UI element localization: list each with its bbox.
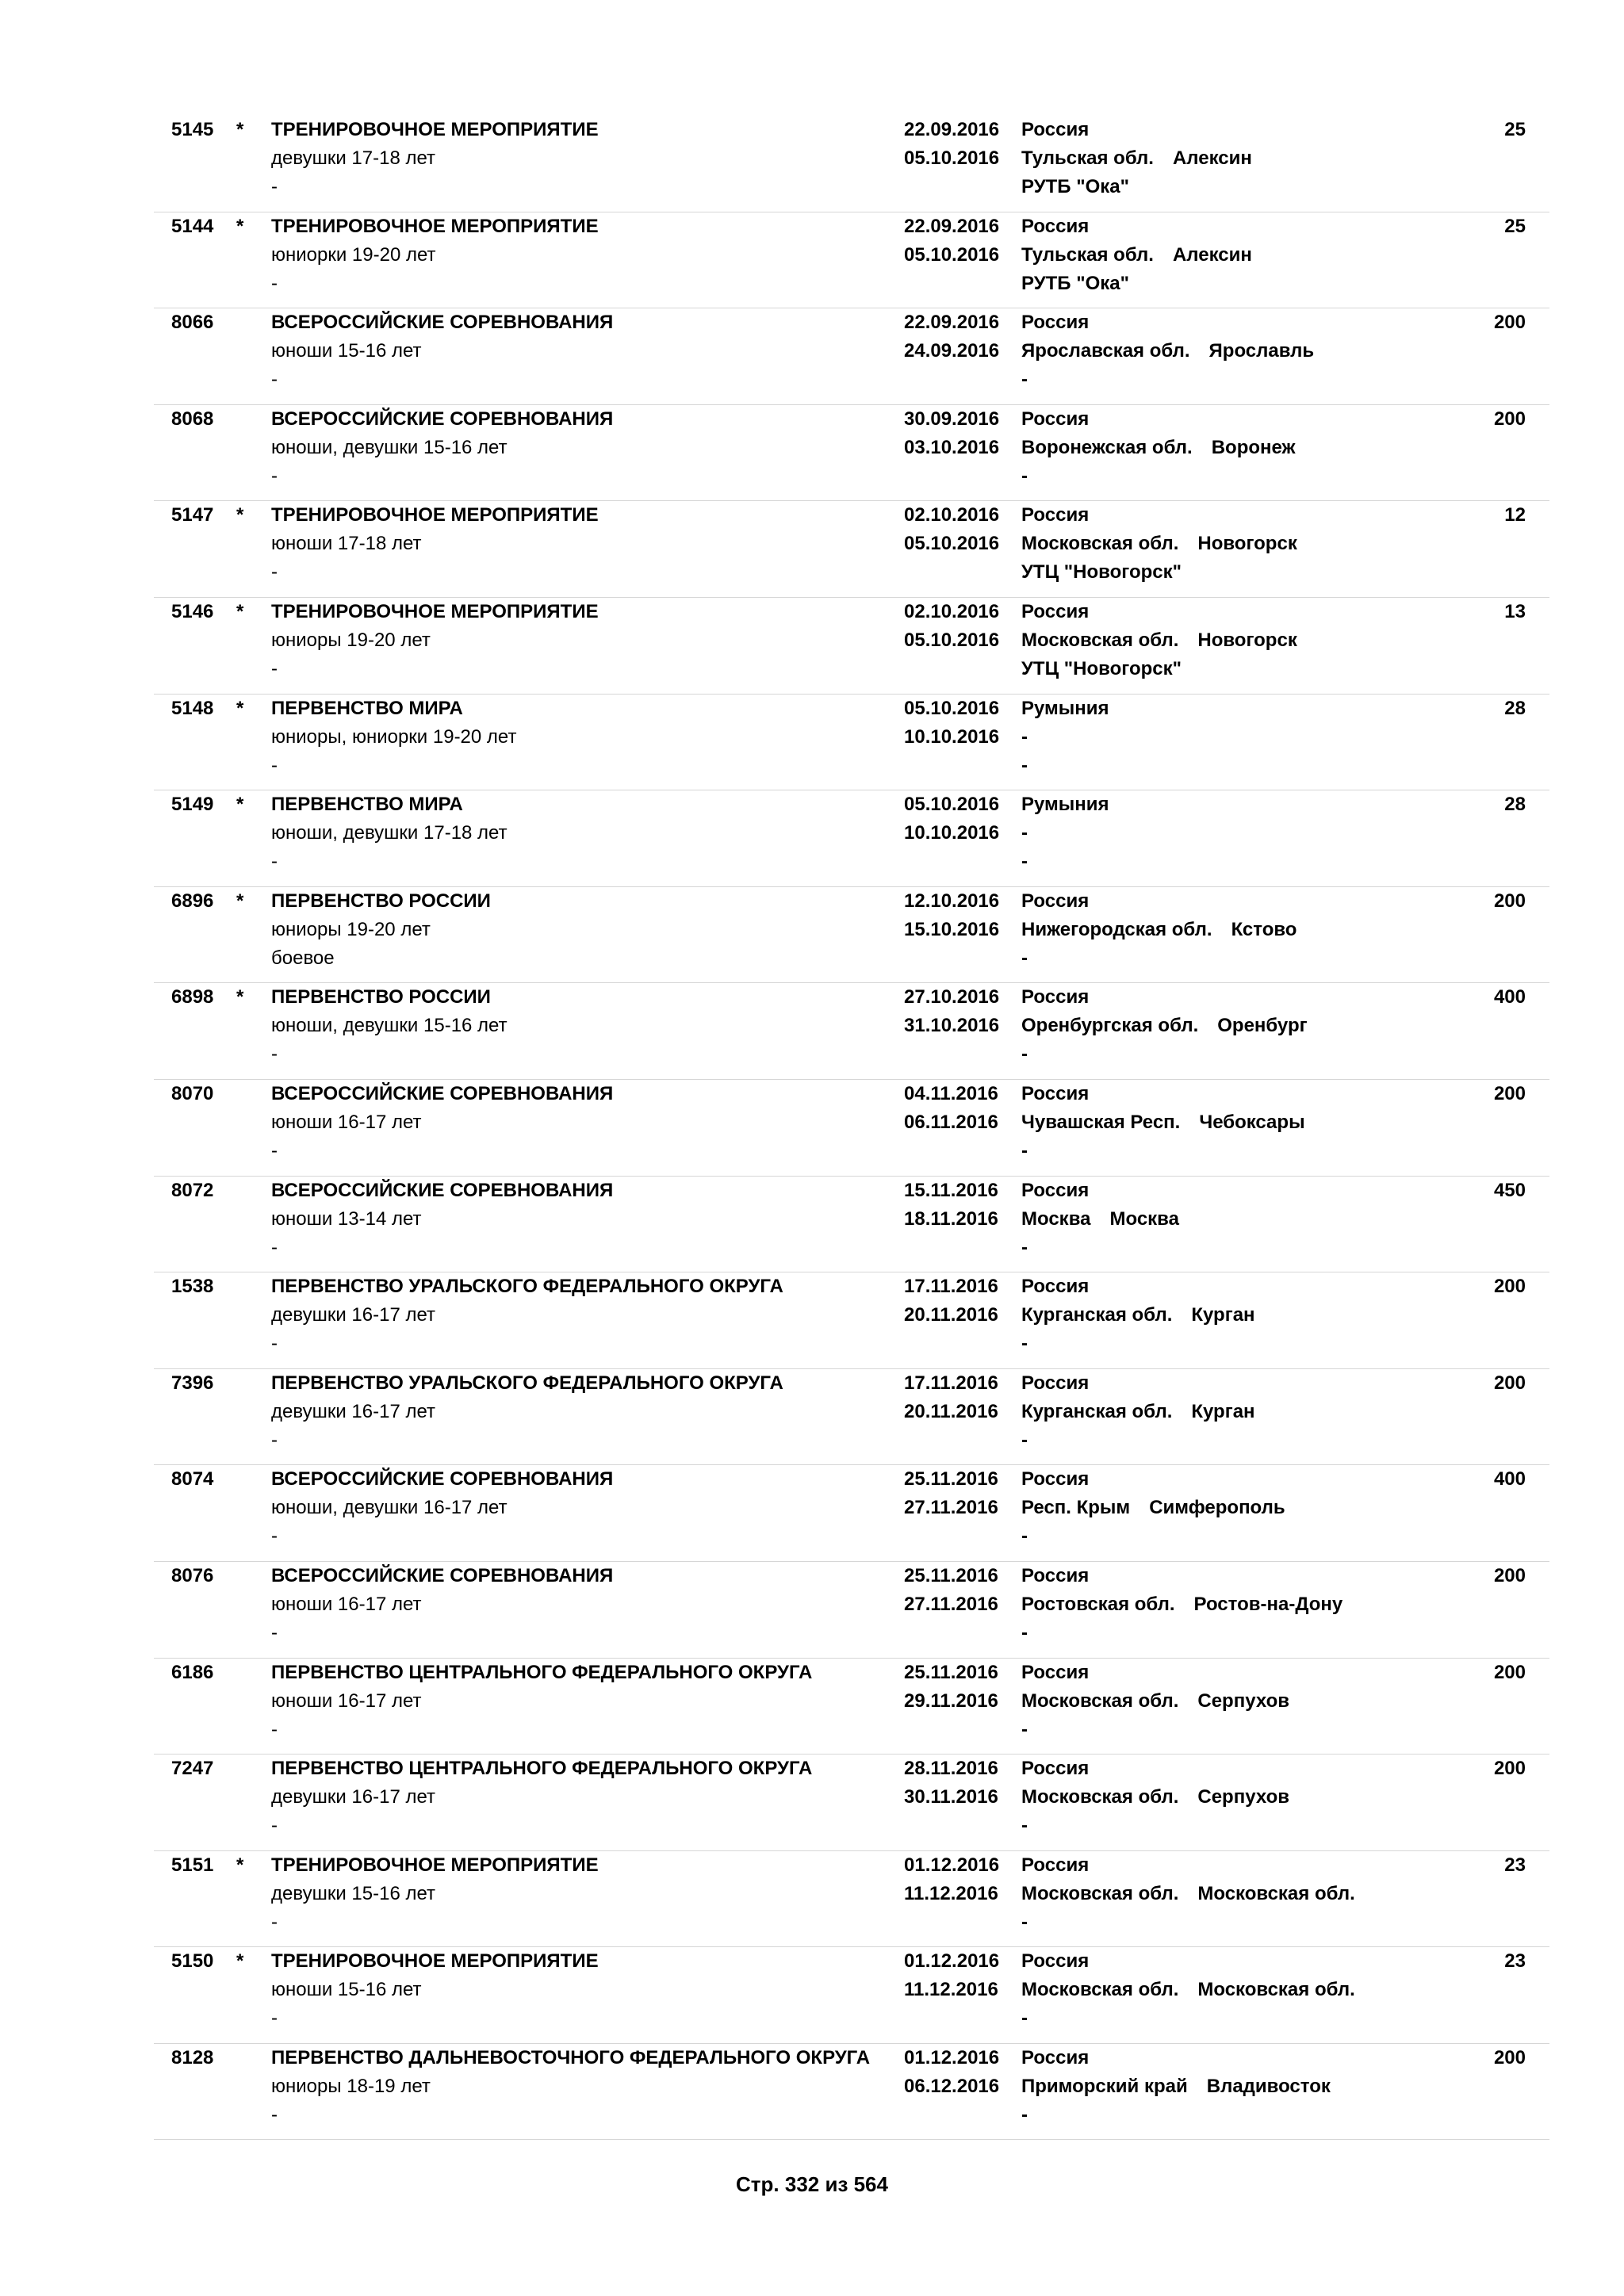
event-group: юниоры 19-20 лет [271,918,431,940]
star-marker: * [236,1950,244,1973]
date-start: 22.09.2016 [904,215,1000,237]
list-item [154,887,1549,984]
location [1021,1301,1255,1330]
country: Россия [1021,2046,1090,2068]
participant-count: 12 [1504,504,1526,526]
date-end: 05.10.2016 [904,243,1000,266]
list-item [154,1947,1549,2044]
country: Россия [1021,1950,1090,1973]
region: Московская обл. [1021,533,1179,555]
venue: - [1021,1621,1028,1644]
country: Россия [1021,1854,1090,1876]
location [1021,1012,1308,1040]
venue: УТЦ "Новогорск" [1021,657,1182,679]
event-title: ПЕРВЕНСТВО ДАЛЬНЕВОСТОЧНОГО ФЕДЕРАЛЬНОГО ОКРУГА [271,2046,871,2068]
list-item [154,405,1549,502]
event-group: юноши 16-17 лет [271,1111,422,1133]
event-note: - [271,272,278,294]
country: Россия [1021,986,1090,1008]
location [1021,819,1047,848]
country: Россия [1021,408,1090,430]
region: Оренбургская обл. [1021,1015,1199,1037]
region: Ярославская обл. [1021,340,1190,362]
event-note: - [271,1525,278,1548]
location [1021,434,1296,462]
event-title: ТРЕНИРОВОЧНОЕ МЕРОПРИЯТИЕ [271,600,599,622]
region: Московская обл. [1021,1882,1179,1904]
event-group: юноши 15-16 лет [271,340,422,362]
location [1021,916,1297,944]
event-title: ВСЕРОССИЙСКИЕ СОРЕВНОВАНИЯ [271,408,614,430]
country: Россия [1021,1564,1090,1586]
star-marker: * [236,697,244,719]
list-item [154,983,1549,1080]
event-title: ВСЕРОССИЙСКИЕ СОРЕВНОВАНИЯ [271,312,614,334]
city: Кстово [1231,918,1297,940]
list-item [154,790,1549,887]
event-note: - [271,1429,278,1451]
event-group: юноши, девушки 15-16 лет [271,1015,508,1037]
star-marker: * [236,794,244,816]
event-group: девушки 15-16 лет [271,1882,435,1904]
participant-count: 25 [1504,119,1526,140]
region: Московская обл. [1021,1689,1179,1712]
event-note: - [271,369,278,391]
event-note: - [271,1139,278,1161]
event-group: юноши, девушки 16-17 лет [271,1497,508,1519]
event-group: юноши 13-14 лет [271,1207,422,1230]
page-number: Стр. 332 из 564 [736,2172,888,2196]
region: Приморский край [1021,2075,1188,2097]
event-title: ВСЕРОССИЙСКИЕ СОРЕВНОВАНИЯ [271,1564,614,1586]
event-id: 8074 [171,1468,214,1490]
event-id: 8068 [171,408,214,430]
participant-count: 200 [1493,1276,1526,1298]
region: Московская обл. [1021,1979,1179,2001]
country: Россия [1021,1468,1090,1490]
region: Тульская обл. [1021,147,1154,169]
date-start: 05.10.2016 [904,697,1000,719]
region: Респ. Крым [1021,1497,1131,1519]
event-id: 8072 [171,1179,214,1201]
list-item [154,598,1549,695]
venue: - [1021,2007,1028,2030]
date-start: 22.09.2016 [904,312,1000,334]
event-group: юниоры, юниорки 19-20 лет [271,725,517,748]
location [1021,626,1297,655]
date-start: 28.11.2016 [904,1758,998,1780]
event-group: юноши 17-18 лет [271,533,422,555]
city: Новогорск [1197,533,1297,555]
event-title: ВСЕРОССИЙСКИЕ СОРЕВНОВАНИЯ [271,1179,614,1201]
event-id: 5144 [171,215,214,237]
event-title: ТРЕНИРОВОЧНОЕ МЕРОПРИЯТИЕ [271,215,599,237]
location [1021,1494,1285,1522]
participant-count: 200 [1493,312,1526,334]
date-end: 06.11.2016 [904,1111,998,1133]
event-title: ПЕРВЕНСТВО ЦЕНТРАЛЬНОГО ФЕДЕРАЛЬНОГО ОКРУГА [271,1758,813,1780]
event-note: - [271,657,278,679]
event-group: юноши, девушки 15-16 лет [271,436,508,458]
participant-count: 200 [1493,1758,1526,1780]
event-group: юниоры 19-20 лет [271,629,431,651]
event-id: 6898 [171,986,214,1008]
participant-count: 450 [1493,1179,1526,1201]
list-item [154,212,1549,309]
region: Воронежская обл. [1021,436,1193,458]
event-note: - [271,851,278,873]
event-id: 5151 [171,1854,214,1876]
date-start: 02.10.2016 [904,504,1000,526]
country: Россия [1021,1082,1090,1104]
venue: РУТБ "Ока" [1021,176,1129,197]
date-start: 25.11.2016 [904,1661,998,1683]
event-title: ПЕРВЕНСТВО МИРА [271,697,463,719]
date-start: 17.11.2016 [904,1372,998,1394]
date-end: 31.10.2016 [904,1015,1000,1037]
country: Россия [1021,1758,1090,1780]
event-id: 7247 [171,1758,214,1780]
event-note: - [271,561,278,584]
event-group: юноши 15-16 лет [271,1979,422,2001]
region: Москва [1021,1207,1091,1230]
country: Россия [1021,890,1090,912]
date-end: 20.11.2016 [904,1304,998,1326]
event-note: - [271,2103,278,2126]
venue: УТЦ "Новогорск" [1021,561,1182,584]
location [1021,1880,1355,1908]
city: Чебоксары [1199,1111,1305,1133]
event-title: ТРЕНИРОВОЧНОЕ МЕРОПРИЯТИЕ [271,119,599,140]
location [1021,1108,1305,1137]
city: Воронеж [1211,436,1296,458]
participant-count: 13 [1504,600,1526,622]
event-title: ВСЕРОССИЙСКИЕ СОРЕВНОВАНИЯ [271,1468,614,1490]
city: Серпухов [1197,1689,1290,1712]
venue: - [1021,1236,1028,1258]
date-start: 15.11.2016 [904,1179,998,1201]
location [1021,1205,1179,1234]
event-title: ПЕРВЕНСТВО УРАЛЬСКОГО ФЕДЕРАЛЬНОГО ОКРУГА [271,1372,783,1394]
country: Россия [1021,119,1090,140]
date-start: 01.12.2016 [904,1854,1000,1876]
country: Россия [1021,1372,1090,1394]
country: Россия [1021,1276,1090,1298]
list-item [154,501,1549,598]
event-note: - [271,1333,278,1355]
event-note: - [271,2007,278,2030]
city: Московская обл. [1197,1882,1355,1904]
event-title: ПЕРВЕНСТВО МИРА [271,794,463,816]
list-item [154,1080,1549,1177]
date-end: 20.11.2016 [904,1400,998,1422]
participant-count: 23 [1504,1950,1526,1973]
region: Курганская обл. [1021,1304,1173,1326]
country: Россия [1021,1661,1090,1683]
participant-count: 25 [1504,215,1526,237]
event-group: юноши 16-17 лет [271,1689,422,1712]
event-note: - [271,1815,278,1837]
star-marker: * [236,890,244,912]
event-id: 5147 [171,504,214,526]
event-id: 6186 [171,1661,214,1683]
location [1021,1976,1355,2004]
city: Ярославль [1208,340,1315,362]
list-item [154,1177,1549,1273]
events-list [0,116,1624,2140]
country: Россия [1021,504,1090,526]
city: Оренбург [1217,1015,1308,1037]
date-end: 05.10.2016 [904,629,1000,651]
participant-count: 200 [1493,890,1526,912]
region: Нижегородская обл. [1021,918,1212,940]
location [1021,723,1047,752]
list-item [154,116,1549,212]
event-title: ПЕРВЕНСТВО РОССИИ [271,890,491,912]
date-end: 27.11.2016 [904,1593,998,1615]
star-marker: * [236,215,244,237]
participant-count: 28 [1504,794,1526,816]
location [1021,1398,1255,1426]
event-note: - [271,754,278,776]
event-id: 5150 [171,1950,214,1973]
country: Румыния [1021,794,1109,816]
venue: - [1021,947,1028,969]
venue: - [1021,754,1028,776]
venue: - [1021,2103,1028,2126]
venue: - [1021,1911,1028,1933]
participant-count: 200 [1493,1564,1526,1586]
event-id: 8066 [171,312,214,334]
date-end: 30.11.2016 [904,1786,998,1808]
list-item [154,695,1549,791]
event-id: 5149 [171,794,214,816]
event-title: ТРЕНИРОВОЧНОЕ МЕРОПРИЯТИЕ [271,504,599,526]
location [1021,2072,1331,2101]
event-id: 5148 [171,697,214,719]
event-group: юниорки 19-20 лет [271,243,436,266]
region: - [1021,725,1028,748]
event-group: девушки 16-17 лет [271,1304,435,1326]
participant-count: 400 [1493,986,1526,1008]
city: Московская обл. [1197,1979,1355,2001]
event-title: ТРЕНИРОВОЧНОЕ МЕРОПРИЯТИЕ [271,1854,599,1876]
participant-count: 200 [1493,1372,1526,1394]
list-item [154,1659,1549,1755]
participant-count: 23 [1504,1854,1526,1876]
date-end: 10.10.2016 [904,725,1000,748]
location [1021,144,1252,173]
city: Курган [1191,1304,1255,1326]
location [1021,1687,1289,1716]
event-group: юниоры 18-19 лет [271,2075,431,2097]
city: Алексин [1172,243,1252,266]
event-note: - [271,1911,278,1933]
region: Тульская обл. [1021,243,1154,266]
participant-count: 400 [1493,1468,1526,1490]
event-note: - [271,1621,278,1644]
venue: - [1021,1043,1028,1066]
list-item [154,1272,1549,1369]
participant-count: 200 [1493,408,1526,430]
event-id: 5146 [171,600,214,622]
country: Румыния [1021,697,1109,719]
venue: - [1021,1525,1028,1548]
date-end: 03.10.2016 [904,436,1000,458]
location [1021,1783,1289,1812]
event-group: юноши, девушки 17-18 лет [271,822,508,844]
date-start: 02.10.2016 [904,600,1000,622]
venue: - [1021,369,1028,391]
event-title: ВСЕРОССИЙСКИЕ СОРЕВНОВАНИЯ [271,1082,614,1104]
date-start: 04.11.2016 [904,1082,998,1104]
event-title: ПЕРВЕНСТВО ЦЕНТРАЛЬНОГО ФЕДЕРАЛЬНОГО ОКРУГА [271,1661,813,1683]
list-item [154,1465,1549,1562]
region: Ростовская обл. [1021,1593,1175,1615]
date-start: 30.09.2016 [904,408,1000,430]
venue: - [1021,1429,1028,1451]
event-group: девушки 16-17 лет [271,1400,435,1422]
date-start: 05.10.2016 [904,794,1000,816]
event-id: 7396 [171,1372,214,1394]
venue: - [1021,851,1028,873]
list-item [154,1755,1549,1851]
star-marker: * [236,986,244,1008]
region: Московская обл. [1021,629,1179,651]
star-marker: * [236,504,244,526]
venue: - [1021,1815,1028,1837]
region: Курганская обл. [1021,1400,1173,1422]
venue: - [1021,1333,1028,1355]
list-item [154,1369,1549,1466]
venue: - [1021,465,1028,487]
city: Симферополь [1149,1497,1285,1519]
location [1021,1590,1342,1619]
location [1021,241,1252,270]
date-start: 01.12.2016 [904,2046,1000,2068]
location [1021,530,1297,558]
date-start: 27.10.2016 [904,986,1000,1008]
list-item [154,308,1549,405]
country: Россия [1021,215,1090,237]
event-id: 8128 [171,2046,214,2068]
event-group: девушки 17-18 лет [271,147,435,169]
event-id: 8076 [171,1564,214,1586]
date-start: 25.11.2016 [904,1564,998,1586]
event-note: - [271,1236,278,1258]
date-end: 05.10.2016 [904,533,1000,555]
participant-count: 28 [1504,697,1526,719]
city: Серпухов [1197,1786,1290,1808]
date-end: 18.11.2016 [904,1207,998,1230]
date-end: 10.10.2016 [904,822,1000,844]
participant-count: 200 [1493,1661,1526,1683]
city: Ростов-на-Дону [1193,1593,1343,1615]
region: - [1021,822,1028,844]
date-end: 29.11.2016 [904,1689,998,1712]
venue: - [1021,1718,1028,1740]
country: Россия [1021,1179,1090,1201]
list-item [154,1851,1549,1948]
list-item [154,2044,1549,2141]
city: Новогорск [1197,629,1297,651]
venue: - [1021,1139,1028,1161]
event-group: девушки 16-17 лет [271,1786,435,1808]
star-marker: * [236,1854,244,1876]
city: Алексин [1172,147,1252,169]
date-end: 15.10.2016 [904,918,1000,940]
participant-count: 200 [1493,1082,1526,1104]
event-id: 6896 [171,890,214,912]
venue: РУТБ "Ока" [1021,272,1129,294]
event-note: - [271,176,278,197]
event-note: боевое [271,947,335,969]
date-end: 27.11.2016 [904,1497,998,1519]
date-end: 05.10.2016 [904,147,1000,169]
date-start: 01.12.2016 [904,1950,1000,1973]
event-title: ПЕРВЕНСТВО РОССИИ [271,986,491,1008]
date-end: 11.12.2016 [904,1979,998,2001]
date-start: 22.09.2016 [904,119,1000,140]
date-start: 12.10.2016 [904,890,1000,912]
date-start: 17.11.2016 [904,1276,998,1298]
country: Россия [1021,312,1090,334]
event-group: юноши 16-17 лет [271,1593,422,1615]
country: Россия [1021,600,1090,622]
date-start: 25.11.2016 [904,1468,998,1490]
city: Курган [1191,1400,1255,1422]
date-end: 24.09.2016 [904,340,1000,362]
event-note: - [271,1043,278,1066]
event-note: - [271,1718,278,1740]
date-end: 11.12.2016 [904,1882,998,1904]
event-title: ТРЕНИРОВОЧНОЕ МЕРОПРИЯТИЕ [271,1950,599,1973]
event-id: 8070 [171,1082,214,1104]
event-id: 1538 [171,1276,214,1298]
star-marker: * [236,119,244,140]
list-item [154,1562,1549,1659]
event-title: ПЕРВЕНСТВО УРАЛЬСКОГО ФЕДЕРАЛЬНОГО ОКРУГА [271,1276,783,1298]
date-end: 06.12.2016 [904,2075,1000,2097]
event-note: - [271,465,278,487]
star-marker: * [236,600,244,622]
city: Москва [1109,1207,1179,1230]
region: Московская обл. [1021,1786,1179,1808]
city: Владивосток [1206,2075,1331,2097]
event-id: 5145 [171,119,214,140]
location [1021,337,1314,365]
participant-count: 200 [1493,2046,1526,2068]
region: Чувашская Респ. [1021,1111,1181,1133]
